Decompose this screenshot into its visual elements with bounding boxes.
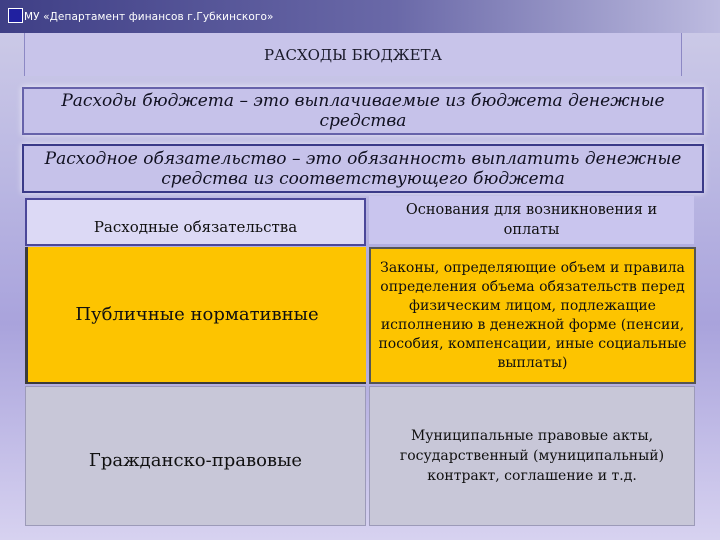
organization-name: МУ «Департамент финансов г.Губкинского» [24,11,274,23]
definition-obligation: Расходное обязательство – это обязанность выплатить денежные средства из соответствующего бюджета [22,144,704,193]
definition-expenses: Расходы бюджета – это выплачиваемые из бюджета денежные средства [22,87,704,135]
row-public-basis: Законы, определяющие объем и правила определения объема обязательств перед физическим лицом, подлежащие исполнению в денежной форме (пенсии, пособия, компенсации, иные социальные выплаты) [369,247,696,384]
table-header-grounds: Основания для возникновения и оплаты [369,196,694,244]
row-civil-type: Гражданско-правовые [25,386,366,526]
row-civil-basis: Муниципальные правовые акты, государственный (муниципальный) контракт, соглашение и т.д. [369,386,695,526]
header-square-icon [8,8,23,23]
row-public-type: Публичные нормативные [25,247,366,384]
page-title-box [24,33,682,76]
page-title: РАСХОДЫ БЮДЖЕТА [264,45,442,64]
table-header-obligations: Расходные обязательства [25,198,366,246]
